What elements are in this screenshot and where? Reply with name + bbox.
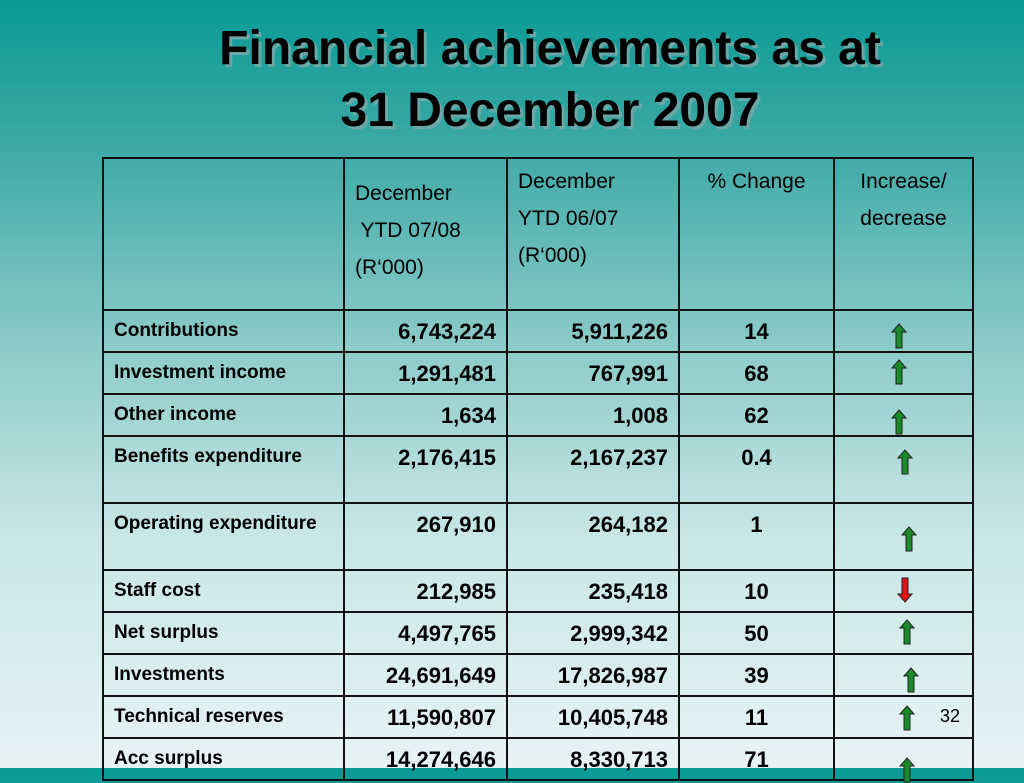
ytd-0607-value: 1,008 [507, 394, 679, 436]
row-label: Operating expenditure [103, 503, 344, 570]
up-arrow-icon [899, 619, 915, 645]
ytd-0708-value: 24,691,649 [344, 654, 507, 696]
direction-cell [834, 436, 973, 503]
pct-change-value: 0.4 [679, 436, 834, 503]
direction-cell [834, 394, 973, 436]
pct-change-value: 39 [679, 654, 834, 696]
table-row [103, 612, 973, 654]
direction-cell [834, 503, 973, 570]
ytd-0607-value: 264,182 [507, 503, 679, 570]
row-label: Other income [103, 394, 344, 436]
direction-cell [834, 570, 973, 612]
table-row [103, 352, 973, 394]
ytd-0607-value: 2,167,237 [507, 436, 679, 503]
ytd-0708-value: 14,274,646 [344, 738, 507, 780]
pct-change-value: 68 [679, 352, 834, 394]
slide-title [0, 18, 1024, 142]
pct-change-value: 1 [679, 503, 834, 570]
direction-cell [834, 352, 973, 394]
up-arrow-icon [891, 323, 907, 349]
table-row [103, 654, 973, 696]
ytd-0708-value: 4,497,765 [344, 612, 507, 654]
ytd-0607-value: 2,999,342 [507, 612, 679, 654]
direction-cell [834, 310, 973, 352]
title-line-1: Financial achievements as at [219, 22, 881, 75]
table-row [103, 738, 973, 780]
table-row [103, 570, 973, 612]
row-label: Acc surplus [103, 738, 344, 780]
row-label: Investment income [103, 352, 344, 394]
direction-cell [834, 612, 973, 654]
row-label: Net surplus [103, 612, 344, 654]
row-label: Benefits expenditure [103, 436, 344, 503]
header-increase-decrease: Increase/ decrease [834, 158, 973, 310]
ytd-0607-value: 10,405,748 [507, 696, 679, 738]
row-label: Technical reserves [103, 696, 344, 738]
row-label: Investments [103, 654, 344, 696]
direction-cell [834, 654, 973, 696]
header-pct-change: % Change [679, 158, 834, 310]
up-arrow-icon [901, 526, 917, 552]
up-arrow-icon [899, 757, 915, 783]
table-row [103, 696, 973, 738]
up-arrow-icon [891, 409, 907, 435]
down-arrow-icon [897, 577, 913, 603]
header-blank [103, 158, 344, 310]
direction-cell [834, 738, 973, 780]
financial-table [102, 157, 974, 781]
pct-change-value: 50 [679, 612, 834, 654]
pct-change-value: 14 [679, 310, 834, 352]
row-label: Staff cost [103, 570, 344, 612]
up-arrow-icon [897, 449, 913, 475]
header-ytd-0607: December YTD 06/07 (R‘000) [507, 158, 679, 310]
ytd-0607-value: 8,330,713 [507, 738, 679, 780]
up-arrow-icon [899, 705, 915, 731]
pct-change-value: 62 [679, 394, 834, 436]
header-ytd-0708: December YTD 07/08 (R‘000) [344, 158, 507, 310]
ytd-0708-value: 267,910 [344, 503, 507, 570]
title-line-2: 31 December 2007 [340, 84, 760, 137]
pct-change-value: 10 [679, 570, 834, 612]
ytd-0607-value: 767,991 [507, 352, 679, 394]
row-label: Contributions [103, 310, 344, 352]
ytd-0708-value: 212,985 [344, 570, 507, 612]
ytd-0708-value: 6,743,224 [344, 310, 507, 352]
table-row [103, 503, 973, 570]
table-row [103, 436, 973, 503]
ytd-0708-value: 1,291,481 [344, 352, 507, 394]
ytd-0708-value: 2,176,415 [344, 436, 507, 503]
ytd-0708-value: 1,634 [344, 394, 507, 436]
pct-change-value: 11 [679, 696, 834, 738]
header-row [103, 158, 973, 310]
table-row [103, 310, 973, 352]
ytd-0607-value: 235,418 [507, 570, 679, 612]
ytd-0607-value: 17,826,987 [507, 654, 679, 696]
page-number: 32 [940, 706, 961, 726]
table-row [103, 394, 973, 436]
ytd-0607-value: 5,911,226 [507, 310, 679, 352]
pct-change-value: 71 [679, 738, 834, 780]
up-arrow-icon [903, 667, 919, 693]
ytd-0708-value: 11,590,807 [344, 696, 507, 738]
up-arrow-icon [891, 359, 907, 385]
